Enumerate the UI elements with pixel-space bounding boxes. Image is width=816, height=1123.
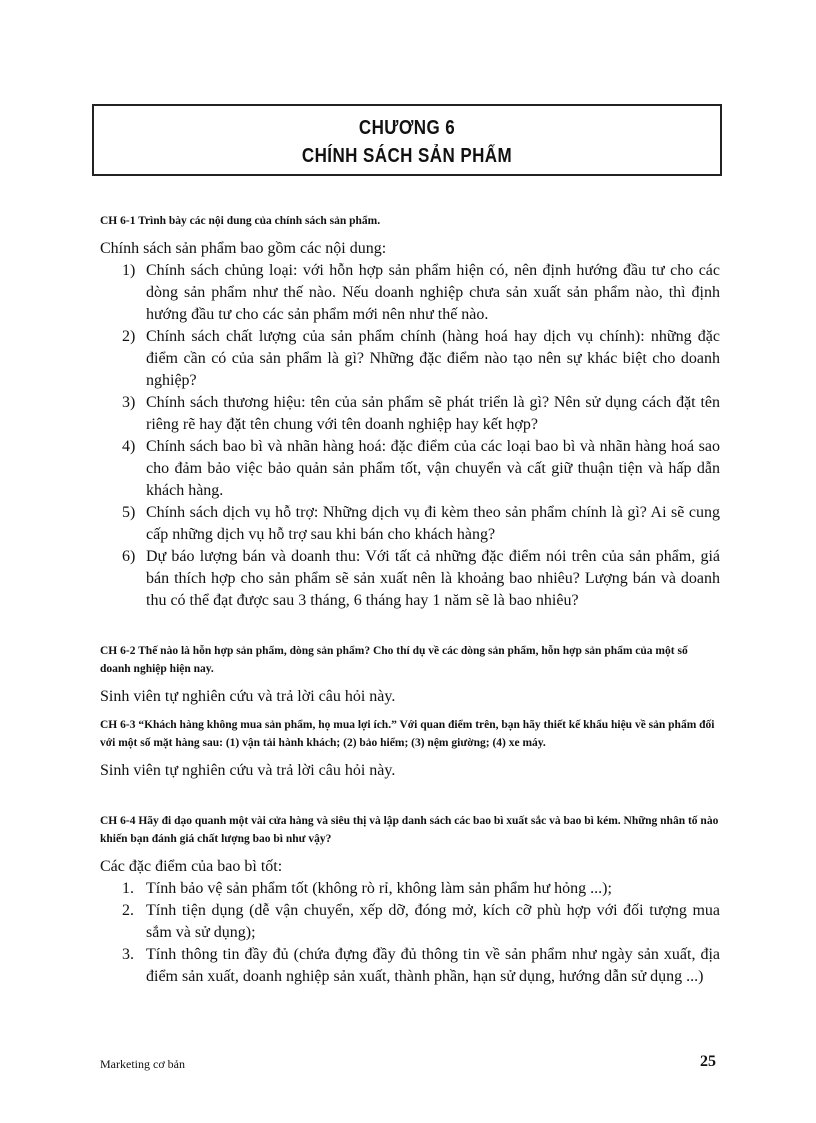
question-6-3: CH 6-3 “Khách hàng không mua sản phẩm, họ mua lợi ích.” Với quan điểm trên, bạn hãy thiết kế khẩu hiệu về sản phẩm đối với một số mặt hàng sau: (1) vận tải hành khách; (2) bảo hiểm; (3) nệm giường; (4) xe máy.: [100, 719, 715, 749]
list-item: 3) Chính sách thương hiệu: tên của sản phẩm sẽ phát triển là gì? Nên sử dụng cách đặt tên riêng rẽ hay đặt tên chung với tên doanh nghiệp hay kết hợp?: [122, 394, 720, 433]
packaging-list: [100, 878, 720, 988]
page-number: 25: [700, 1053, 716, 1070]
policy-list: [100, 260, 720, 612]
question-6-4: CH 6-4 Hãy đi dạo quanh một vài cửa hàng và siêu thị và lập danh sách các bao bì xuất sắc và bao bì kém. Những nhân tố nào khiến bạn đánh giá chất lượng bao bì như vậy?: [100, 815, 719, 845]
list-item: 1) Chính sách chủng loại: với hỗn hợp sản phẩm hiện có, nên định hướng đầu tư cho các dòng sản phẩm như thế nào. Nếu doanh nghiệp chưa sản xuất sản phẩm nào, thì định hướng đầu tư cho các sản phẩm mới nên như thế nào.: [122, 262, 720, 323]
list-item: 1. Tính bảo vệ sản phẩm tốt (không rò rỉ, không làm sản phẩm hư hỏng ...);: [122, 880, 612, 897]
list-item: 6) Dự báo lượng bán và doanh thu: Với tất cả những đặc điểm nói trên của sản phẩm, giá bán thích hợp cho sản phẩm sẽ sản xuất nên là khoảng bao nhiêu? Lượng bán và doanh thu có thể đạt được sau 3 tháng, 6 tháng hay 1 năm sẽ là bao nhiêu?: [122, 548, 720, 609]
answer-intro-6-4: Các đặc điểm của bao bì tốt:: [100, 858, 283, 875]
list-item: 2. Tính tiện dụng (dễ vận chuyển, xếp dỡ, đóng mở, kích cỡ phù hợp với đối tượng mua sắm và sử dụng);: [122, 902, 720, 941]
chapter-title-box: [92, 104, 722, 176]
question-6-2: CH 6-2 Thế nào là hỗn hợp sản phẩm, dòng sản phẩm? Cho thí dụ về các dòng sản phẩm, hỗn hợp sản phẩm của một số doanh nghiệp hiện nay.: [100, 645, 688, 675]
answer-intro-6-1: Chính sách sản phẩm bao gồm các nội dung:: [100, 240, 387, 257]
question-6-1: CH 6-1 Trình bày các nội dung của chính sách sản phẩm.: [100, 215, 381, 227]
list-item: 2) Chính sách chất lượng của sản phẩm chính (hàng hoá hay dịch vụ chính): những đặc điểm cần có của sản phẩm là gì? Những đặc điểm nào tạo nên sự khác biệt cho doanh nghiệp?: [122, 328, 720, 389]
footer-book-title: Marketing cơ bản: [100, 1057, 185, 1071]
chapter-title: CHÍNH SÁCH SẢN PHẨM: [301, 145, 513, 167]
answer-6-2: Sinh viên tự nghiên cứu và trả lời câu hỏi này.: [100, 688, 396, 705]
list-item: 3. Tính thông tin đầy đủ (chứa đựng đầy đủ thông tin về sản phẩm như ngày sản xuất, địa điểm sản xuất, doanh nghiệp sản xuất, thành phần, hạn sử dụng, hướng dẫn sử dụng ...): [122, 946, 720, 985]
list-item: 5) Chính sách dịch vụ hỗ trợ: Những dịch vụ đi kèm theo sản phẩm chính là gì? Ai sẽ cung cấp những dịch vụ hỗ trợ sau khi bán cho khách hàng?: [122, 504, 720, 543]
page-content: [100, 212, 720, 988]
chapter-number: CHƯƠNG 6: [358, 117, 456, 139]
list-item: 4) Chính sách bao bì và nhãn hàng hoá: đặc điểm của các loại bao bì và nhãn hàng hoá sao cho đảm bảo việc bảo quản sản phẩm tốt, vận chuyển và cất giữ thuận tiện và hấp dẫn khách hàng.: [122, 438, 720, 499]
answer-6-3: Sinh viên tự nghiên cứu và trả lời câu hỏi này.: [100, 762, 396, 779]
